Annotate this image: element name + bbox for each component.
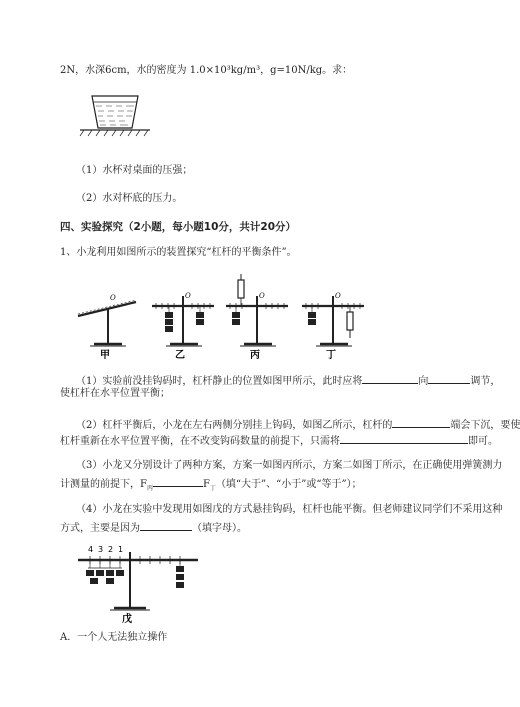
svg-text:甲: 甲	[100, 350, 110, 361]
lever-figure-bing	[226, 274, 288, 361]
svg-text:乙: 乙	[175, 350, 185, 361]
blank-3[interactable]	[153, 475, 203, 487]
water-cup-figure	[80, 92, 150, 142]
lever-figure-ding	[302, 292, 364, 361]
part-4-line-1: （4）小龙在实验中发现用如图戊的方式悬挂钩码，杠杆也能平衡。但老师建议同学们不采用这种	[76, 504, 503, 515]
question-1: （1）水杯对桌面的压强；	[76, 165, 193, 176]
section-heading: 四、实验探究（2小题，每小题10分，共计20分）	[60, 221, 297, 233]
part-1-line-1: （1）实验前没挂钩码时，杠杆静止的位置如图甲所示，此时应将 向 调节，	[76, 372, 500, 389]
blank-1a[interactable]	[362, 372, 418, 384]
part-3-line-2: 计测量的前提下，$F_丙$ $F_丁$（填“大于”、“小于”或“等于”）；	[60, 475, 362, 496]
lever-figure-yi	[152, 292, 214, 361]
svg-text:O: O	[110, 294, 116, 302]
svg-text:戊: 戊	[122, 614, 132, 625]
blank-1b[interactable]	[428, 372, 470, 384]
svg-text:丙: 丙	[250, 350, 260, 361]
part-4-line-2: 方式，主要是因为 （填字母）。	[60, 519, 247, 536]
svg-text:O: O	[259, 292, 265, 300]
svg-text:2: 2	[108, 545, 114, 554]
lever-figures	[74, 278, 374, 360]
blank-2b[interactable]	[340, 432, 468, 444]
experiment-intro: 1、小龙利用如图所示的装置探究“杠杆的平衡条件”。	[60, 247, 297, 258]
lever-figure-jia	[78, 294, 136, 361]
svg-text:3: 3	[98, 545, 104, 554]
option-a[interactable]: A．一个人无法独立操作	[60, 632, 168, 643]
part-3-line-1: （3）小龙又分别设计了两种方案，方案一如图丙所示，方案二如图丁所示，在正确使用弹簧测力	[76, 460, 503, 471]
svg-text:1: 1	[118, 545, 124, 554]
question-2: （2）水对杯底的压力。	[76, 193, 183, 204]
svg-text:丁: 丁	[326, 350, 336, 361]
blank-2a[interactable]	[392, 416, 450, 428]
part-2-line-2: 杠杆重新在水平位置平衡，在不改变钩码数量的前提下，只需将 即可。	[60, 432, 498, 449]
part-1-line-2: 使杠杆在水平位置平衡；	[60, 388, 170, 399]
part-2-line-1: （2）杠杆平衡后，小龙在左右两侧分别挂上钩码，如图乙所示，杠杆的 端会下沉，要使	[76, 416, 520, 433]
svg-text:O: O	[335, 292, 341, 300]
blank-4[interactable]	[140, 519, 192, 531]
problem-intro: 2N，水深6cm，水的密度为 1.0×10³kg/m³，g=10N/kg。求：	[60, 65, 353, 76]
lever-figure-wu	[74, 542, 204, 624]
svg-text:4: 4	[88, 545, 94, 554]
svg-text:O: O	[185, 292, 191, 300]
